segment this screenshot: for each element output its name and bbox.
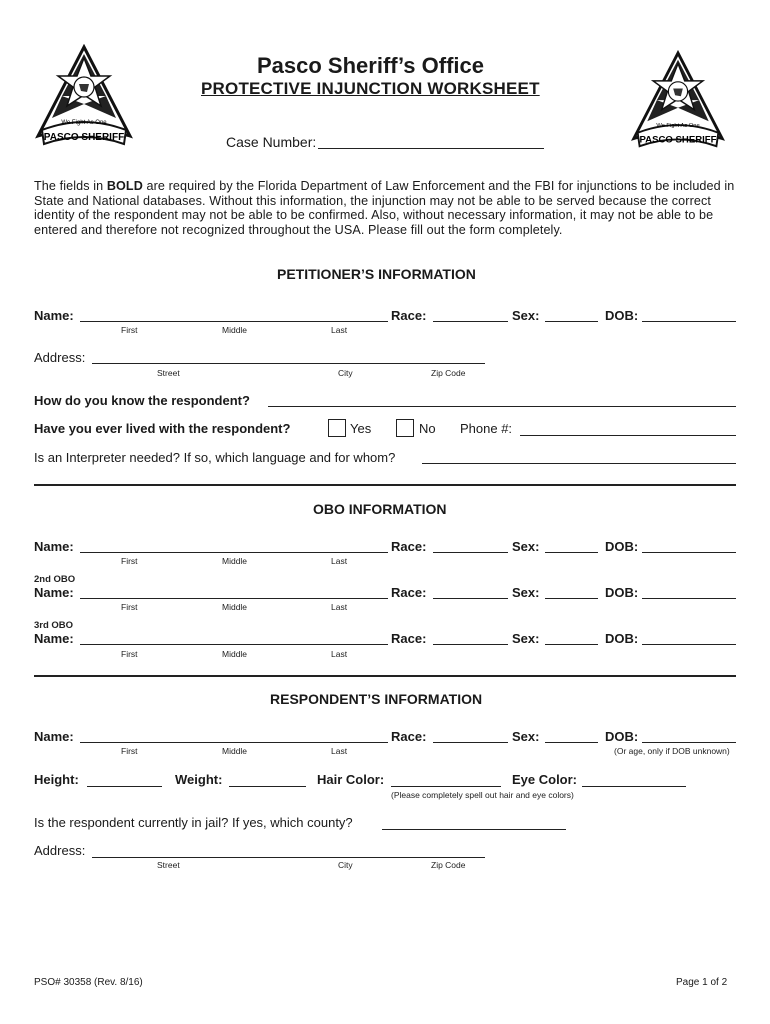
obo3-dob-label: DOB: (605, 631, 639, 646)
color-note: (Please completely spell out hair and eye colors) (391, 790, 574, 800)
eye-color-field[interactable] (582, 786, 686, 787)
obo1-dob-label: DOB: (605, 539, 639, 554)
petitioner-sex-field[interactable] (545, 321, 598, 322)
obo2-dob-label: DOB: (605, 585, 639, 600)
street-caption: Street (157, 860, 180, 870)
obo2-name-label: Name: (34, 585, 74, 600)
petitioner-race-label: Race: (391, 308, 427, 323)
petitioner-address-field[interactable] (92, 363, 485, 364)
page-number: Page 1 of 2 (676, 977, 728, 988)
obo3-race-label: Race: (391, 631, 427, 646)
respondent-race-field[interactable] (433, 742, 508, 743)
petitioner-race-field[interactable] (433, 321, 508, 322)
respondent-heading: RESPONDENT’S INFORMATION (270, 691, 483, 707)
phone-field[interactable] (520, 435, 736, 436)
intro-paragraph: The fields in BOLD are required by the Florida Department of Law Enforcement and the FBI for injunctions to be included in State and National databases. Without this information, the injunction may not be able to be served because the correct identity of the respondent may not be able to be confirmed. Also, without necessary information, it may not be able to be entered and therefore not recognized throughout the USA. Please fill out the form completely. (34, 179, 735, 237)
height-field[interactable] (87, 786, 162, 787)
section-divider (34, 484, 736, 486)
petitioner-name-label: Name: (34, 308, 74, 323)
petitioner-sex-label: Sex: (512, 308, 540, 323)
hair-color-field[interactable] (391, 786, 501, 787)
obo2-name-field[interactable] (80, 598, 388, 599)
logo-name-text: PASCO SHERIFF (43, 132, 125, 143)
eye-color-label: Eye Color: (512, 772, 578, 787)
logo-motto-text: We Fight As One (656, 122, 700, 129)
zip-caption: Zip Code (431, 368, 466, 378)
middle-caption: Middle (222, 649, 248, 659)
yes-label: Yes (350, 421, 372, 436)
yes-checkbox[interactable] (328, 419, 346, 437)
obo3-name-field[interactable] (80, 644, 388, 645)
dob-note: (Or age, only if DOB unknown) (614, 746, 730, 756)
obo1-name-field[interactable] (80, 552, 388, 553)
obo1-sex-field[interactable] (545, 552, 598, 553)
last-caption: Last (331, 602, 348, 612)
petitioner-dob-field[interactable] (642, 321, 736, 322)
section-divider (34, 675, 736, 677)
respondent-name-field[interactable] (80, 742, 388, 743)
obo1-sex-label: Sex: (512, 539, 540, 554)
sheriff-badge-logo-right (630, 50, 726, 154)
logo-motto-text: We Fight As One (61, 120, 107, 126)
zip-caption: Zip Code (431, 860, 466, 870)
know-respondent-field[interactable] (268, 406, 736, 407)
obo2-race-field[interactable] (433, 598, 508, 599)
jail-label: Is the respondent currently in jail? If yes, which county? (34, 815, 353, 830)
first-caption: First (121, 602, 138, 612)
petitioner-name-field[interactable] (80, 321, 388, 322)
obo3-race-field[interactable] (433, 644, 508, 645)
respondent-sex-field[interactable] (545, 742, 598, 743)
first-caption: First (121, 556, 138, 566)
middle-caption: Middle (222, 556, 248, 566)
bold-word: BOLD (106, 179, 143, 193)
respondent-race-label: Race: (391, 729, 427, 744)
weight-field[interactable] (229, 786, 306, 787)
first-caption: First (121, 325, 138, 335)
respondent-name-label: Name: (34, 729, 74, 744)
respondent-sex-label: Sex: (512, 729, 540, 744)
last-caption: Last (331, 325, 348, 335)
middle-caption: Middle (222, 602, 248, 612)
obo3-name-label: Name: (34, 631, 74, 646)
weight-label: Weight: (175, 772, 223, 787)
obo3-dob-field[interactable] (642, 644, 736, 645)
no-label: No (419, 421, 436, 436)
respondent-address-label: Address: (34, 843, 86, 858)
jail-county-field[interactable] (382, 829, 566, 830)
third-obo-label: 3rd OBO (34, 620, 74, 631)
last-caption: Last (331, 649, 348, 659)
city-caption: City (338, 368, 353, 378)
interpreter-field[interactable] (422, 463, 736, 464)
logo-name-text: PASCO SHERIFF (639, 134, 717, 146)
obo1-race-field[interactable] (433, 552, 508, 553)
middle-caption: Middle (222, 746, 248, 756)
petitioner-dob-label: DOB: (605, 308, 639, 323)
obo3-sex-label: Sex: (512, 631, 540, 646)
obo2-dob-field[interactable] (642, 598, 736, 599)
obo1-race-label: Race: (391, 539, 427, 554)
obo1-name-label: Name: (34, 539, 74, 554)
middle-caption: Middle (222, 325, 248, 335)
obo3-sex-field[interactable] (545, 644, 598, 645)
form-title: PROTECTIVE INJUNCTION WORKSHEET (201, 79, 540, 98)
petitioner-address-label: Address: (34, 350, 86, 365)
interpreter-label: Is an Interpreter needed? If so, which language and for whom? (34, 450, 396, 465)
street-caption: Street (157, 368, 180, 378)
form-number: PSO# 30358 (Rev. 8/16) (34, 977, 143, 988)
lived-with-label: Have you ever lived with the respondent? (34, 421, 291, 436)
obo2-sex-label: Sex: (512, 585, 540, 600)
petitioner-heading: PETITIONER’S INFORMATION (277, 266, 476, 282)
last-caption: Last (331, 746, 348, 756)
case-number-field[interactable] (318, 148, 544, 149)
know-respondent-label: How do you know the respondent? (34, 393, 250, 408)
office-title: Pasco Sheriff’s Office (257, 53, 484, 78)
respondent-dob-label: DOB: (605, 729, 639, 744)
city-caption: City (338, 860, 353, 870)
last-caption: Last (331, 556, 348, 566)
obo1-dob-field[interactable] (642, 552, 736, 553)
hair-color-label: Hair Color: (317, 772, 385, 787)
height-label: Height: (34, 772, 79, 787)
obo-heading: OBO INFORMATION (313, 501, 447, 517)
respondent-address-field[interactable] (92, 857, 485, 858)
obo2-race-label: Race: (391, 585, 427, 600)
no-checkbox[interactable] (396, 419, 414, 437)
obo2-sex-field[interactable] (545, 598, 598, 599)
phone-label: Phone #: (460, 421, 513, 436)
first-caption: First (121, 746, 138, 756)
sheriff-badge-logo-left (34, 44, 134, 152)
first-caption: First (121, 649, 138, 659)
respondent-dob-field[interactable] (642, 742, 736, 743)
second-obo-label: 2nd OBO (34, 574, 76, 585)
case-number-label: Case Number: (226, 134, 317, 150)
